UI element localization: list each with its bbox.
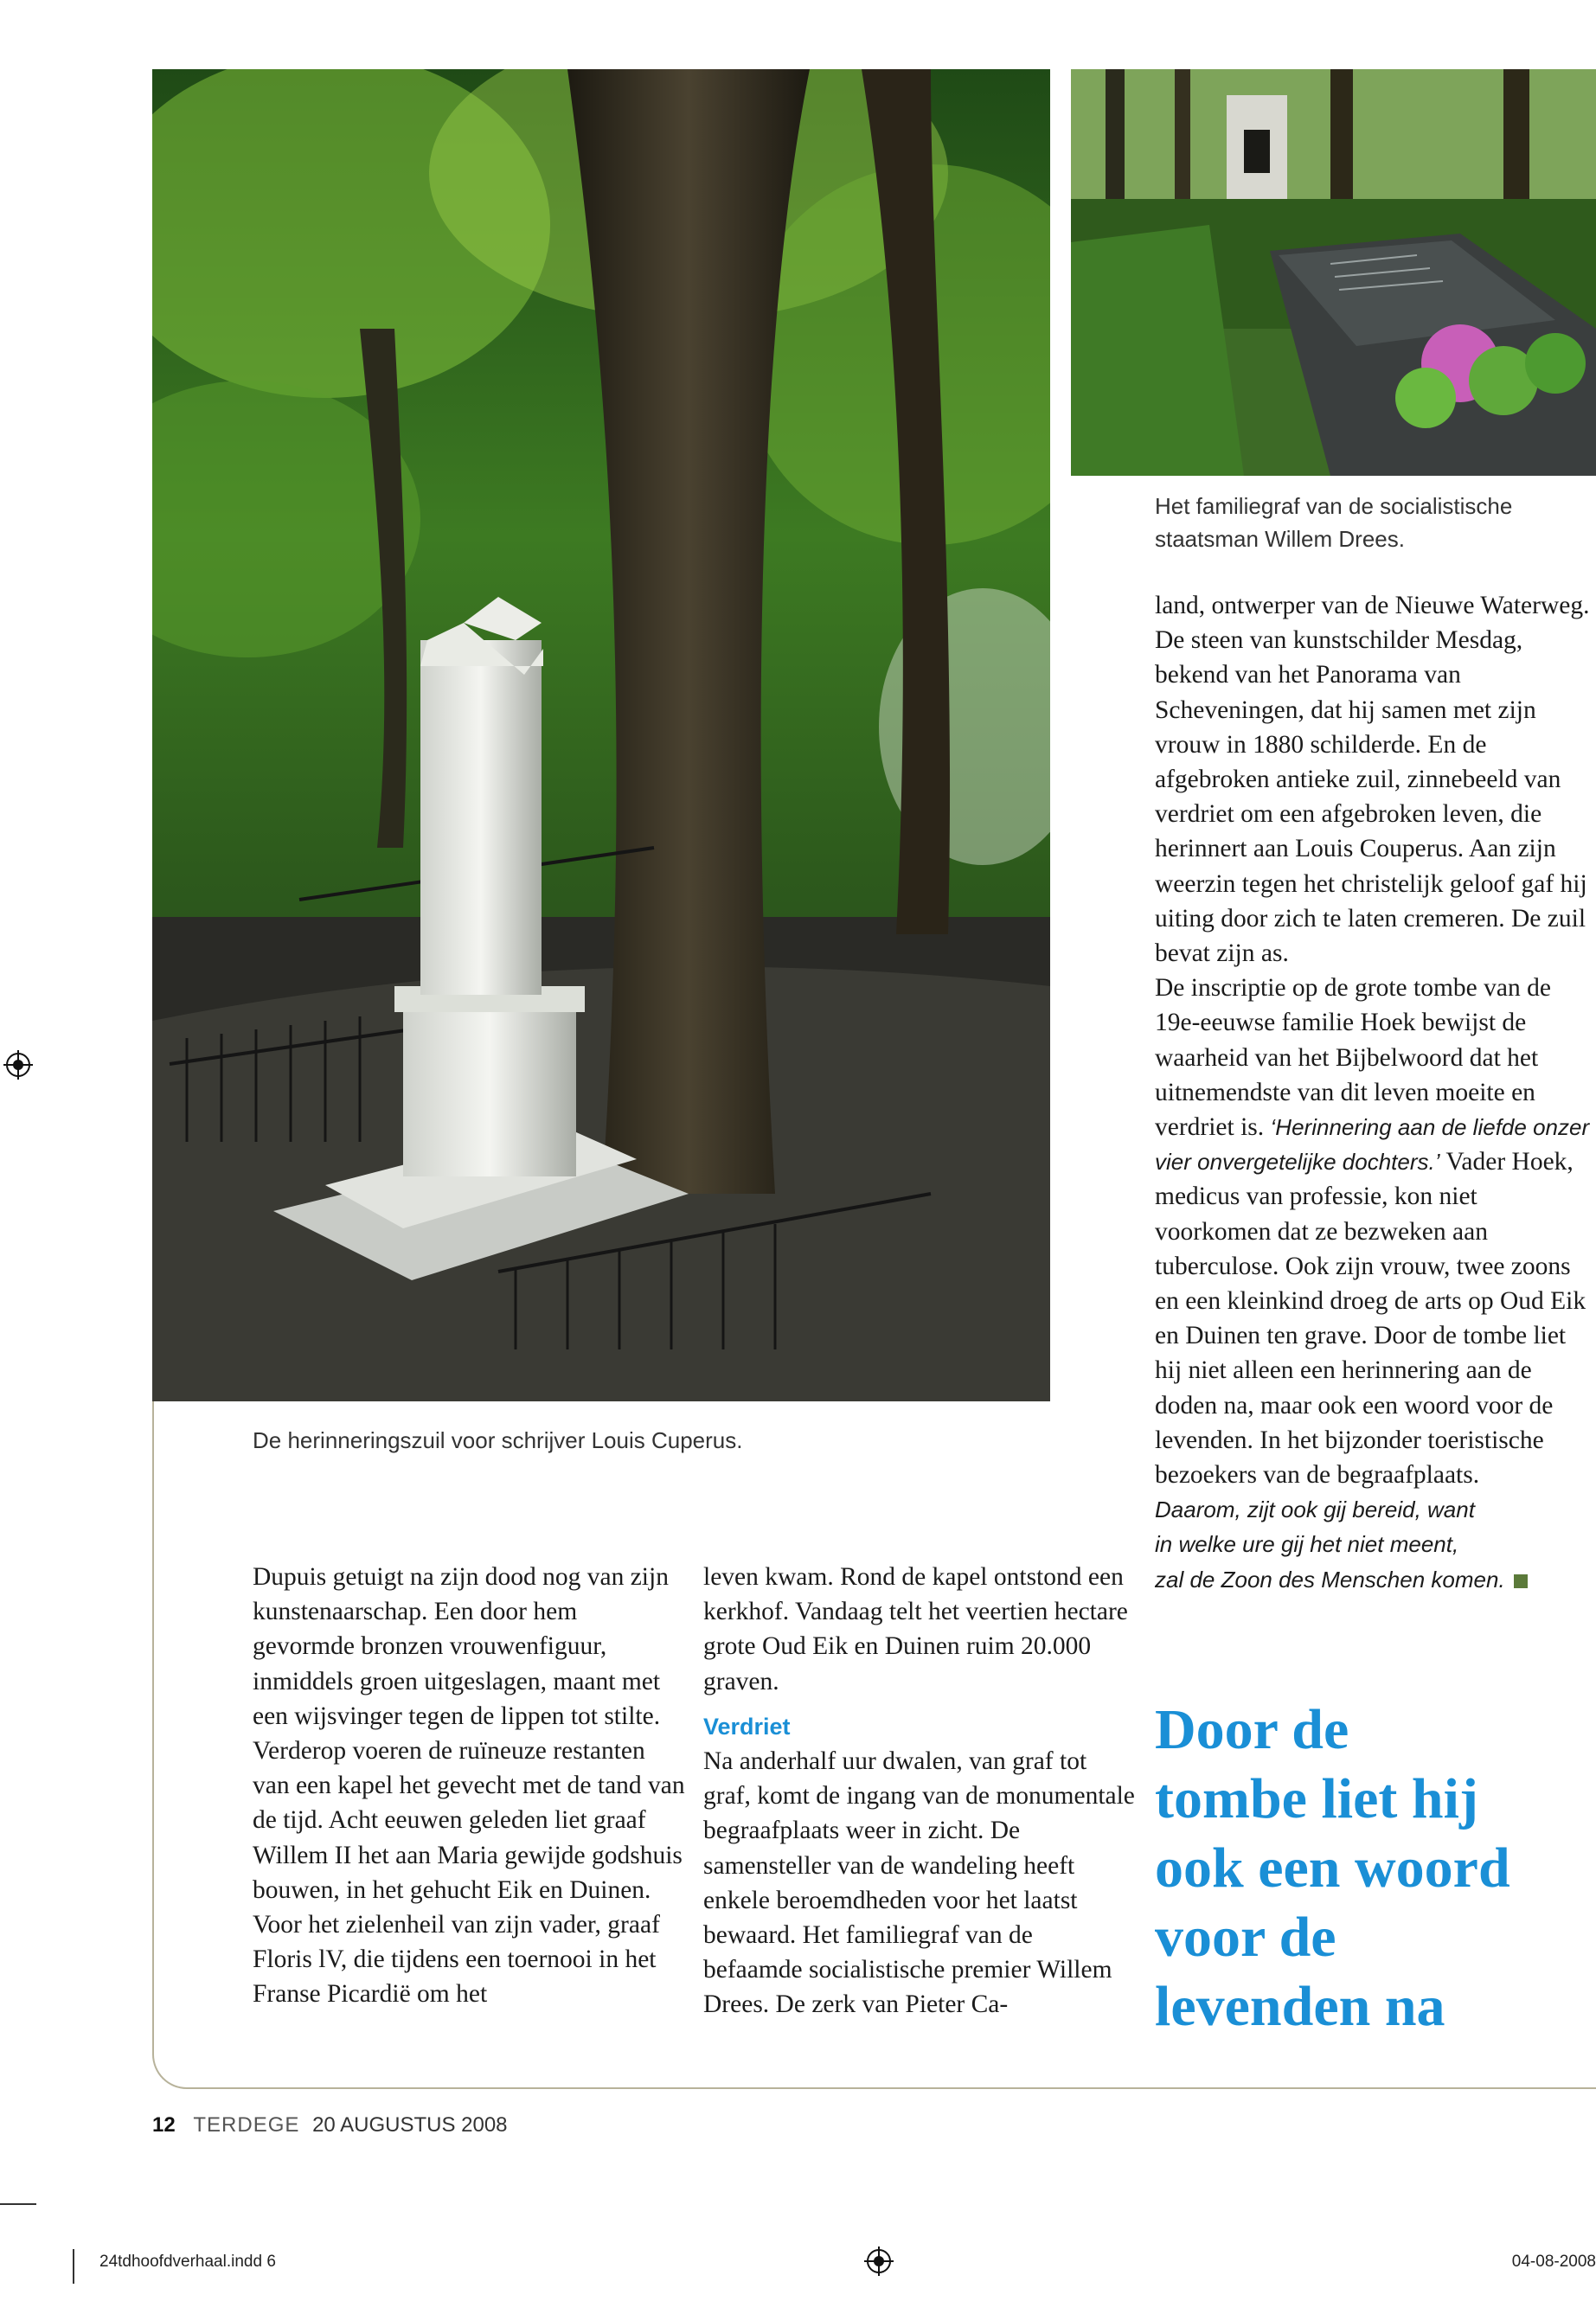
- closing-quote-text: Daarom, zijt ook gij bereid, want in welke ure gij het niet meent, zal de Zoon des Menschen komen.: [1155, 1497, 1505, 1593]
- issue-date: 20 AUGUSTUS 2008: [312, 2113, 508, 2137]
- paragraph-text: Vader Hoek, medicus van professie, kon niet voorkomen dat ze bezweken aan tuberculose. Ook zijn vrouw, twee zoons en een kleinkind droeg de arts op Oud Eik en Duinen ten grave. Door de tombe liet hij niet alleen een herinnering aan de doden na, maar ook een woord voor de levenden. In het bijzonder toeristische bezoekers van de begraafplaats.: [1155, 1148, 1586, 1490]
- photo-drees-grave: [1071, 69, 1596, 476]
- photo-caption-memorial: De herinneringszuil voor schrijver Louis Cuperus.: [253, 1427, 743, 1453]
- subheading-verdriet: Verdriet: [703, 1713, 791, 1740]
- inscription-quote: ‘Herinnering aan de liefde onzer vier onvergetelijke dochters.’: [1155, 1114, 1590, 1176]
- text-column-3: [1155, 588, 1596, 1597]
- page-number: 12: [152, 2113, 176, 2137]
- registration-mark-icon: [3, 1050, 33, 1080]
- text-column-1: [253, 1560, 685, 2012]
- photo-memorial-column: [152, 69, 1050, 1401]
- crop-mark: [0, 2203, 36, 2205]
- registration-mark-icon: [864, 2247, 894, 2276]
- print-slug-date: 04-08-2008: [1511, 2253, 1596, 2271]
- print-slug-filename: 24tdhoofdverhaal.indd 6: [99, 2253, 276, 2271]
- paragraph: Dupuis getuigt na zijn dood nog van zijn kunstenaarschap. Een door hem gevormde bronzen vrouwenfiguur, inmiddels groen uitgeslagen, maant met een wijsvinger tegen de lippen tot stilte. Verderop voeren de ruïneuze restanten van een kapel het gevecht met de tand van de tijd. Acht eeuwen geleden liet graaf Willem II het aan Maria gewijde godshuis bouwen, in het gehucht Eik en Duinen. Voor het zielenheil van zijn vader, graaf Floris lV, die tijdens een toernooi in het Franse Picardië om het: [253, 1563, 685, 2009]
- photo-caption-grave: Het familiegraf van de socialistische staatsman Willem Drees.: [1155, 493, 1513, 552]
- magazine-name: TERDEGE: [193, 2113, 300, 2137]
- photo-memorial-column-image: [152, 69, 1050, 1401]
- page-footer: [152, 2113, 508, 2138]
- paragraph: leven kwam. Rond de kapel ontstond een kerkhof. Vandaag telt het veertien hectare grote Oud Eik en Duinen ruim 20.000 graven.: [703, 1563, 1128, 1695]
- paragraph: [1155, 971, 1596, 1492]
- end-of-article-marker: [1514, 1574, 1528, 1588]
- closing-quote: [1155, 1492, 1596, 1597]
- paragraph: land, ontwerper van de Nieuwe Waterweg. De steen van kunstschilder Mesdag, bekend van het Panorama van Scheveningen, dat hij samen met zijn vrouw in 1880 schilderde. En de afgebroken antieke zuil, zinnebeeld van verdriet om een afgebroken leven, die herinnert aan Louis Couperus. Aan zijn weerzin tegen het christelijk geloof gaf hij uiting door zich te laten cremeren. De zuil bevat zijn as.: [1155, 592, 1590, 968]
- paragraph-text: De inscriptie op de grote tombe van de 19e-eeuwse familie Hoek bewijst de waarheid van het Bijbelwoord dat het uitnemendste van dit leven moeite en verdriet is.: [1155, 974, 1551, 1142]
- photo-drees-grave-image: [1071, 69, 1596, 476]
- paragraph: Na anderhalf uur dwalen, van graf tot graf, komt de ingang van de monumentale begraafplaats weer in zicht. De samensteller van de wandeling heeft enkele beroemdheden voor het laatst bewaard. Het familiegraf van de befaamde socialistische premier Willem Drees. De zerk van Pieter Ca-: [703, 1747, 1135, 2019]
- crop-mark: [73, 2249, 74, 2284]
- pull-quote: Door de tombe liet hij ook een woord voor de levenden na: [1155, 1698, 1510, 2038]
- text-column-2: [703, 1560, 1136, 2022]
